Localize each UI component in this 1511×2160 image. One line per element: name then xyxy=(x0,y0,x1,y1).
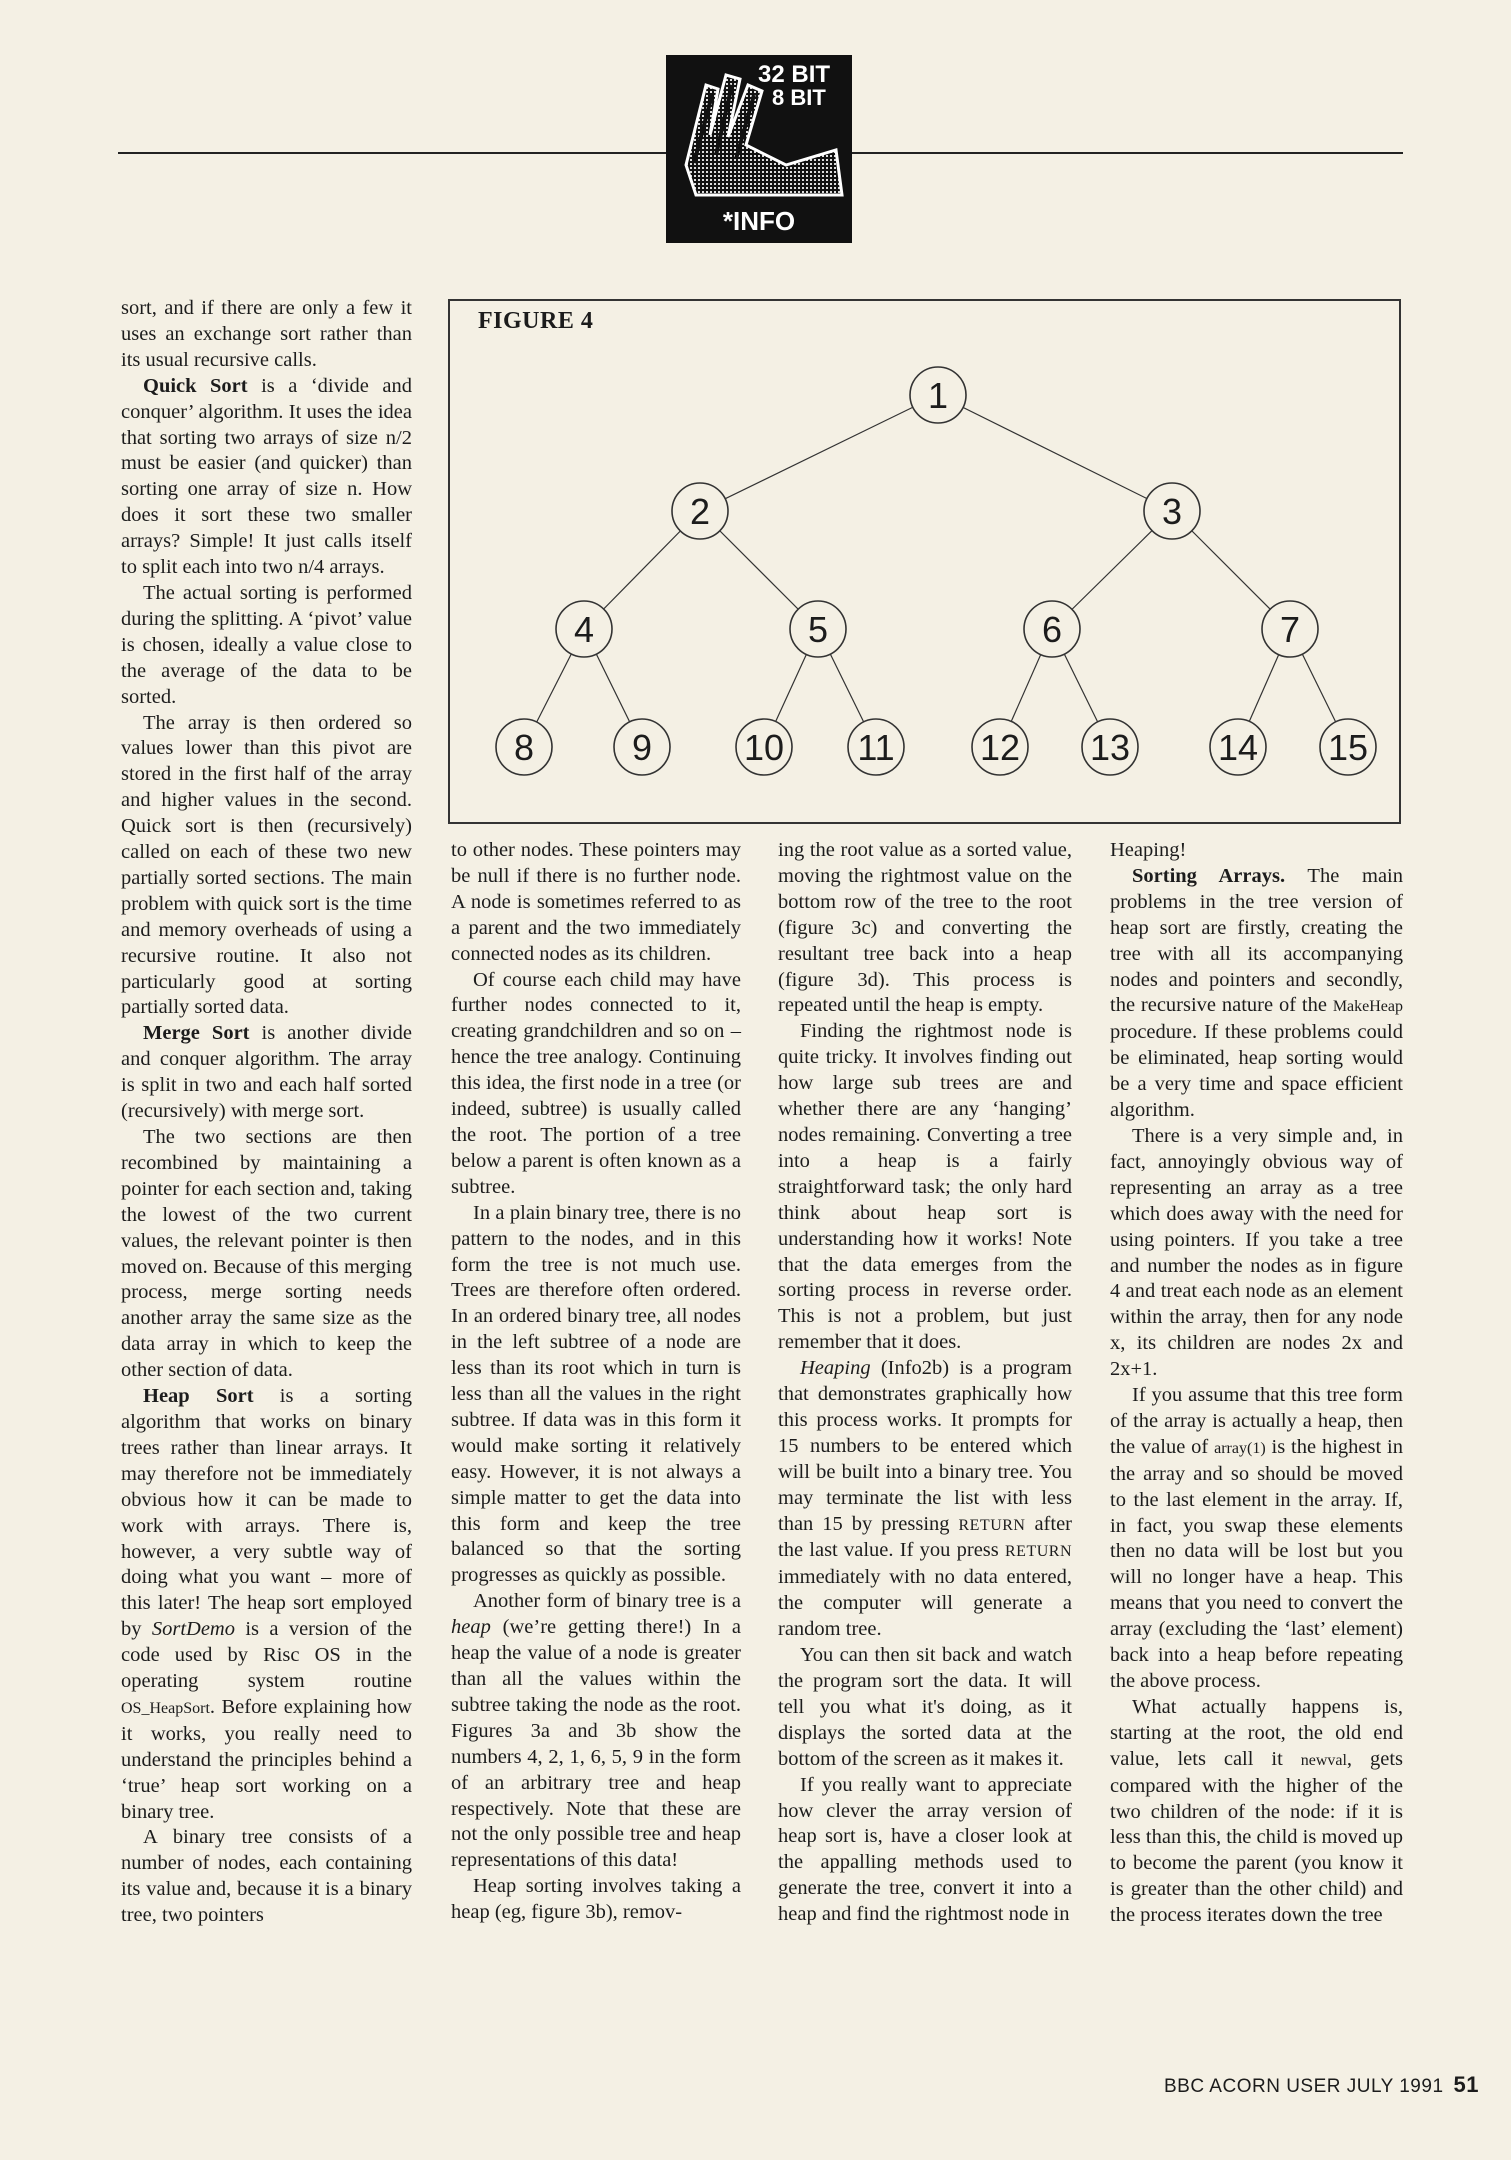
tree-node xyxy=(1320,719,1376,775)
text: There is a very simple and, in fact, annoyingly obvious way of representing an array as a tree which does away with the need for using pointers. If you take a tree and number the nodes as in figure 4 and treat each node as an element within the array, then for any node x, its children are nodes 2x and 2x+1. xyxy=(1110,1124,1403,1381)
paragraph xyxy=(121,1021,412,1125)
paragraph xyxy=(121,1825,412,1929)
text: Of course each child may have further nodes connected to it, creating grandchildren and so on – hence the tree analogy. Continuing this idea, the first node in a tree (or indeed, subtree) is usually called the root. The portion of a tree below a parent is often known as a subtree. xyxy=(451,968,741,1198)
tree-node xyxy=(1262,601,1318,657)
text: Another form of binary tree is a xyxy=(473,1590,741,1613)
paragraph xyxy=(451,1589,741,1874)
tree-node-label: 5 xyxy=(807,609,829,650)
paragraph xyxy=(1110,1383,1403,1695)
text: ing the root value as a sorted value, moving the rightmost value on the bottom row of the tree to the root (figure 3c) and converting the resultant tree back into a heap (figure 3d). This process is repeated until the heap is empty. xyxy=(778,839,1072,1017)
tree-node-label: 6 xyxy=(1041,609,1063,650)
tree-node-label: 12 xyxy=(979,727,1021,768)
text-column-2 xyxy=(451,838,741,1926)
code-keyword: MakeHeap xyxy=(1332,998,1403,1016)
binary-tree-diagram xyxy=(448,299,1401,824)
tree-node-label: 14 xyxy=(1217,727,1259,768)
paragraph xyxy=(451,968,741,1201)
tree-node xyxy=(1024,601,1080,657)
text: The two sections are then recombined by maintaining a pointer for each section and, taking the lowest of the two current values, the relevant pointer is then moved on. Because of this merging process, merge sorting needs another array the same size as the data array in which to keep the other section of data. xyxy=(121,1126,412,1382)
paragraph xyxy=(121,711,412,1022)
text: , gets compared with the higher of the two children of the node: if it is less than this, the child is moved up to become the parent (you know it is greater than the other child) and the process iterates down the tree xyxy=(1110,1747,1404,1927)
tree-node-label: 13 xyxy=(1089,727,1131,768)
text: after the last value. If you press xyxy=(778,1512,1072,1562)
tree-node xyxy=(736,719,792,775)
text: You can then sit back and watch the program sort the data. It will tell you what it's doing, as it displays the sorted data at the bottom of the screen as it makes it. xyxy=(778,1644,1072,1770)
run-in-heading: Heap Sort xyxy=(143,1385,254,1408)
tree-node-label: 9 xyxy=(631,727,653,768)
paragraph xyxy=(1110,864,1403,1124)
logo-text-bottom: 8 BIT xyxy=(772,85,826,110)
text: is a version of the code used by Risc OS in the operating system routine xyxy=(121,1618,412,1693)
header-rule-left xyxy=(118,152,666,154)
logo-label: *INFO xyxy=(722,206,796,236)
paragraph xyxy=(778,1643,1072,1773)
text: immediately with no data entered, the computer will generate a random tree. xyxy=(778,1566,1072,1641)
paragraph xyxy=(1110,838,1403,864)
paragraph xyxy=(1110,1124,1403,1383)
program-name: SortDemo xyxy=(151,1618,235,1641)
text: The actual sorting is performed during the splitting. A ‘pivot’ value is chosen, ideally a value close to the average of the data to be sorted. xyxy=(121,581,412,708)
run-in-heading: Sorting Arrays. xyxy=(1132,864,1286,887)
program-name: Heaping xyxy=(800,1357,871,1380)
tree-node xyxy=(972,719,1028,775)
paragraph xyxy=(451,1201,741,1590)
paragraph xyxy=(1110,1695,1403,1929)
key-name: RETURN xyxy=(1005,1543,1072,1561)
tree-node-label: 2 xyxy=(689,491,711,532)
tree-node-label: 10 xyxy=(743,727,785,768)
text: . Before explaining how it works, you really need to understand the principles behind a ‘true’ heap sort working on a binary tree. xyxy=(121,1695,412,1823)
text: sort, and if there are only a few it uses an exchange sort rather than its usual recursive calls. xyxy=(121,297,412,371)
text: A binary tree consists of a number of nodes, each containing its value and, because it is a binary tree, two pointers xyxy=(121,1826,412,1927)
emphasis: heap xyxy=(451,1616,491,1639)
paragraph xyxy=(778,1019,1072,1356)
text: is the highest in the array and so should be moved to the last element in the array. If, in fact, you swap these elements then no data will be lost but you will no longer have a heap. This means that you need to convert the array (excluding the ‘last’ element) back into a heap before repeating the above process. xyxy=(1110,1435,1403,1692)
text: procedure. If these problems could be eliminated, heap sorting would be a very time and space efficient algorithm. xyxy=(1110,1021,1403,1122)
page-number: 51 xyxy=(1453,2072,1479,2097)
tree-node xyxy=(910,367,966,423)
edge-1-2 xyxy=(700,395,938,511)
text: Heaping! xyxy=(1110,839,1187,861)
text: is another divide and conquer algorithm. The array is split in two and each half sorted (recursively) with merge sort. xyxy=(121,1022,412,1123)
tree-node-label: 15 xyxy=(1327,727,1369,768)
paragraph xyxy=(451,838,741,968)
header-rule-right xyxy=(852,152,1403,154)
paragraph xyxy=(778,838,1072,1019)
run-in-heading: Merge Sort xyxy=(143,1022,250,1045)
text: In a plain binary tree, there is no pattern to the nodes, and in this form the tree is not much use. Trees are therefore often ordered. In an ordered binary tree, all nodes in the left subtree of a node are less than its root which in turn is less than all the values in the right subtree. If data was in this form it would make sorting it relatively easy. However, it is not always a simple matter to get the data into this form and keep the tree balanced so that the sorting progresses as quickly as possible. xyxy=(451,1201,741,1587)
tree-node xyxy=(672,483,728,539)
text: The array is then ordered so values lower than this pivot are stored in the first half of the array and higher values in the second. Quick sort is then (recursively) called on each of these two new partially sorted sections. The main problem with quick sort is the time and memory overheads of using a recursive routine. It also not particularly good at sorting partially sorted data. xyxy=(121,711,412,1019)
text: is a sorting algorithm that works on binary trees rather than linear arrays. It may therefore not be immediately obvious how it can be made to work with arrays. There is, however, a very subtle way of doing what you want – more of this later! The heap sort employed by xyxy=(121,1385,412,1641)
tree-node xyxy=(556,601,612,657)
tree-node xyxy=(1210,719,1266,775)
key-name: RETURN xyxy=(958,1516,1026,1534)
info-logo xyxy=(666,55,852,243)
tree-node xyxy=(1144,483,1200,539)
tree-node xyxy=(496,719,552,775)
tree-node-label: 1 xyxy=(927,375,949,416)
figure-title: FIGURE 4 xyxy=(478,308,594,334)
text: to other nodes. These pointers may be null if there is no further node. A node is sometimes referred to as a parent and the two immediately connected nodes as its children. xyxy=(451,839,741,965)
code-keyword: array(1) xyxy=(1214,1439,1266,1457)
tree-node-label: 4 xyxy=(573,609,595,650)
text: is a ‘divide and conquer’ algorithm. It uses the idea that sorting two arrays of size n/2 must be easier (and quicker) than sorting one array of size n. How does it sort these two smaller arrays? Simple! It just calls itself to split each into two n/4 arrays. xyxy=(121,374,412,579)
text: If you assume that this tree form of the array is actually a heap, then the value of xyxy=(1110,1384,1403,1458)
tree-node xyxy=(1082,719,1138,775)
paragraph xyxy=(778,1356,1072,1643)
code-keyword: newval xyxy=(1300,1751,1347,1769)
paragraph xyxy=(121,581,412,711)
paragraph xyxy=(121,296,412,374)
paragraph xyxy=(778,1773,1072,1928)
page-footer xyxy=(1164,2072,1479,2098)
text: (we’re getting there!) In a heap the value of a node is greater than all the values within the subtree taking the node as the root. Figures 3a and 3b show the numbers 4, 2, 1, 6, 5, 9 in the form of an arbitrary tree and heap respectively. Note that these are not the only possible tree and heap representations of this data! xyxy=(451,1616,741,1872)
tree-node-label: 8 xyxy=(513,727,535,768)
text: (Info2b) is a program that demonstrates graphically how this process works. It prompts for 15 numbers to be entered which will be built into a binary tree. You may terminate the list with less than 15 by pressing xyxy=(778,1357,1072,1535)
logo-text-top: 32 BIT xyxy=(758,61,831,88)
text: The main problems in the tree version of heap sort are firstly, creating the tree with all its accompanying nodes and pointers and secondly, the recursive nature of the xyxy=(1110,864,1403,1017)
text-column-1 xyxy=(121,296,412,1929)
publication-line: BBC ACORN USER JULY 1991 xyxy=(1164,2076,1444,2097)
tree-node-label: 3 xyxy=(1161,491,1183,532)
text-column-3 xyxy=(778,838,1072,1928)
paragraph xyxy=(121,374,412,581)
text: Heap sorting involves taking a heap (eg, figure 3b), remov- xyxy=(451,1875,741,1924)
text: Finding the rightmost node is quite tricky. It involves finding out how large sub trees are and whether there are any ‘hanging’ nodes remaining. Converting a tree into a heap is a fairly straightforward task; the only hard think about heap sort is understanding how it works! Note that the data emerges from the sorting process in reverse order. This is not a problem, but just remember that it does. xyxy=(778,1020,1072,1354)
tree-node xyxy=(848,719,904,775)
paragraph xyxy=(121,1384,412,1825)
run-in-heading: Quick Sort xyxy=(143,374,248,397)
paragraph xyxy=(451,1874,741,1926)
tree-node xyxy=(614,719,670,775)
edge-1-3 xyxy=(938,395,1172,511)
paragraph xyxy=(121,1125,412,1384)
tree-node-label: 11 xyxy=(857,727,895,768)
tree-node-label: 7 xyxy=(1279,609,1301,650)
code-keyword: OS_HeapSort xyxy=(121,1699,210,1717)
tree-node xyxy=(790,601,846,657)
text: If you really want to appreciate how clever the array version of heap sort is, have a closer look at the appalling methods used to generate the tree, convert it into a heap and find the rightmost node in xyxy=(778,1773,1072,1926)
text: What actually happens is, starting at the root, the old end value, lets call it xyxy=(1110,1695,1403,1770)
text-column-4 xyxy=(1110,838,1403,1929)
